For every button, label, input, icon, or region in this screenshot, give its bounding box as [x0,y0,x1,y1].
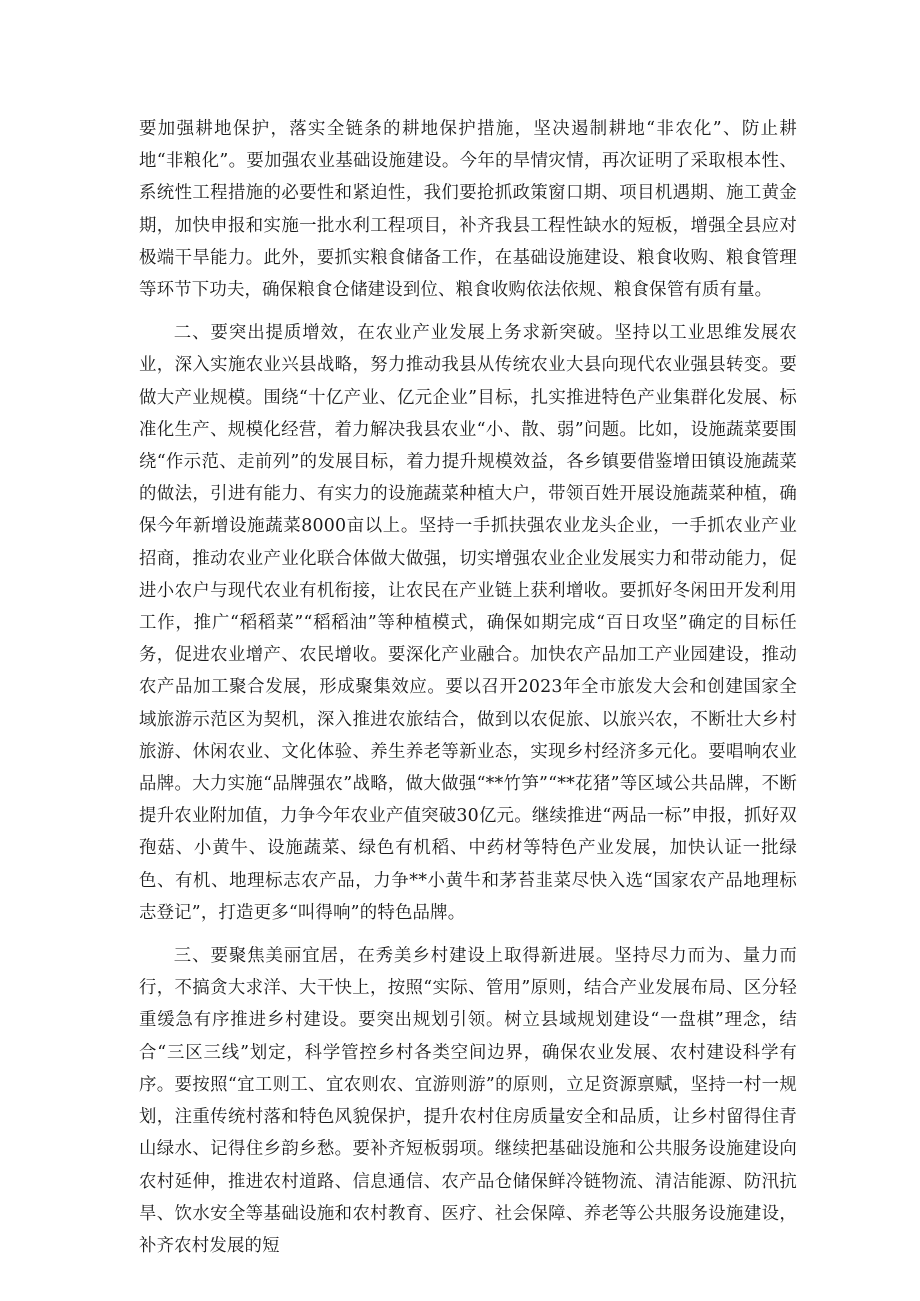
paragraph-section-two: 二、要突出提质增效，在农业产业发展上务求新突破。坚持以工业思维发展农业，深入实施农业兴县战略，努力推动我县从传统农业大县向现代农业强县转变。要做大产业规模。围绕“十亿产业、亿元企业”目标，扎实推进特色产业集群化发展、标准化生产、规模化经营，着力解决我县农业“小、散、弱”问题。比如，设施蔬菜要围绕“作示范、走前列”的发展目标，着力提升规模效益，各乡镇要借鉴增田镇设施蔬菜的做法，引进有能力、有实力的设施蔬菜种植大户，带领百姓开展设施蔬菜种植，确保今年新增设施蔬菜8000亩以上。坚持一手抓扶强农业龙头企业，一手抓农业产业招商，推动农业产业化联合体做大做强，切实增强农业企业发展实力和带动能力，促进小农户与现代农业有机衔接，让农民在产业链上获利增收。要抓好冬闲田开发利用工作，推广“稻稻菜”“稻稻油”等种植模式，确保如期完成“百日攻坚”确定的目标任务，促进农业增产、农民增收。要深化产业融合。加快农产品加工产业园建设，推动农产品加工聚合发展，形成聚集效应。要以召开2023年全市旅发大会和创建国家全域旅游示范区为契机，深入推进农旅结合，做到以农促旅、以旅兴农，不断壮大乡村旅游、休闲农业、文化体验、养生养老等新业态，实现乡村经济多元化。要唱响农业品牌。大力实施“品牌强农”战略，做大做强“**竹笋”“**花猪”等区域公共品牌，不断提升农业附加值，力争今年农业产值突破30亿元。继续推进“两品一标”申报，抓好双孢菇、小黄牛、设施蔬菜、绿色有机稻、中药材等特色产业发展，加快认证一批绿色、有机、地理标志农产品，力争**小黄牛和茅苔韭菜尽快入选“国家农产品地理标志登记”，打造更多“叫得响”的特色品牌。 [139,323,797,923]
paragraph-section-three: 三、要聚焦美丽宜居，在秀美乡村建设上取得新进展。坚持尽力而为、量力而行，不搞贪大求洋、大干快上，按照“实际、管用”原则，结合产业发展布局、区分轻重缓急有序推进乡村建设。要突出规划引领。树立县域规划建设“一盘棋”理念，结合“三区三线”划定，科学管控乡村各类空间边界，确保农业发展、农村建设科学有序。要按照“宜工则工、宜农则农、宜游则游”的原则，立足资源禀赋，坚持一村一规划，注重传统村落和特色风貌保护，提升农村住房质量安全和品质，让乡村留得住青山绿水、记得住乡韵乡愁。要补齐短板弱项。继续把基础设施和公共服务设施建设向农村延伸，推进农村道路、信息通信、农产品仓储保鲜冷链物流、清洁能源、防汛抗旱、饮水安全等基础设施和农村教育、医疗、社会保障、养老等公共服务设施建设，补齐农村发展的短 [139,946,797,1256]
document-body [139,113,797,1262]
paragraph-continued: 要加强耕地保护，落实全链条的耕地保护措施，坚决遏制耕地“非农化”、防止耕地“非粮化”。要加强农业基础设施建设。今年的旱情灾情，再次证明了采取根本性、系统性工程措施的必要性和紧迫性，我们要抢抓政策窗口期、项目机遇期、施工黄金期，加快申报和实施一批水利工程项目，补齐我县工程性缺水的短板，增强全县应对极端干旱能力。此外，要抓实粮食储备工作，在基础设施建设、粮食收购、粮食管理等环节下功夫，确保粮食仓储建设到位、粮食收购依法依规、粮食保管有质有量。 [139,119,797,301]
